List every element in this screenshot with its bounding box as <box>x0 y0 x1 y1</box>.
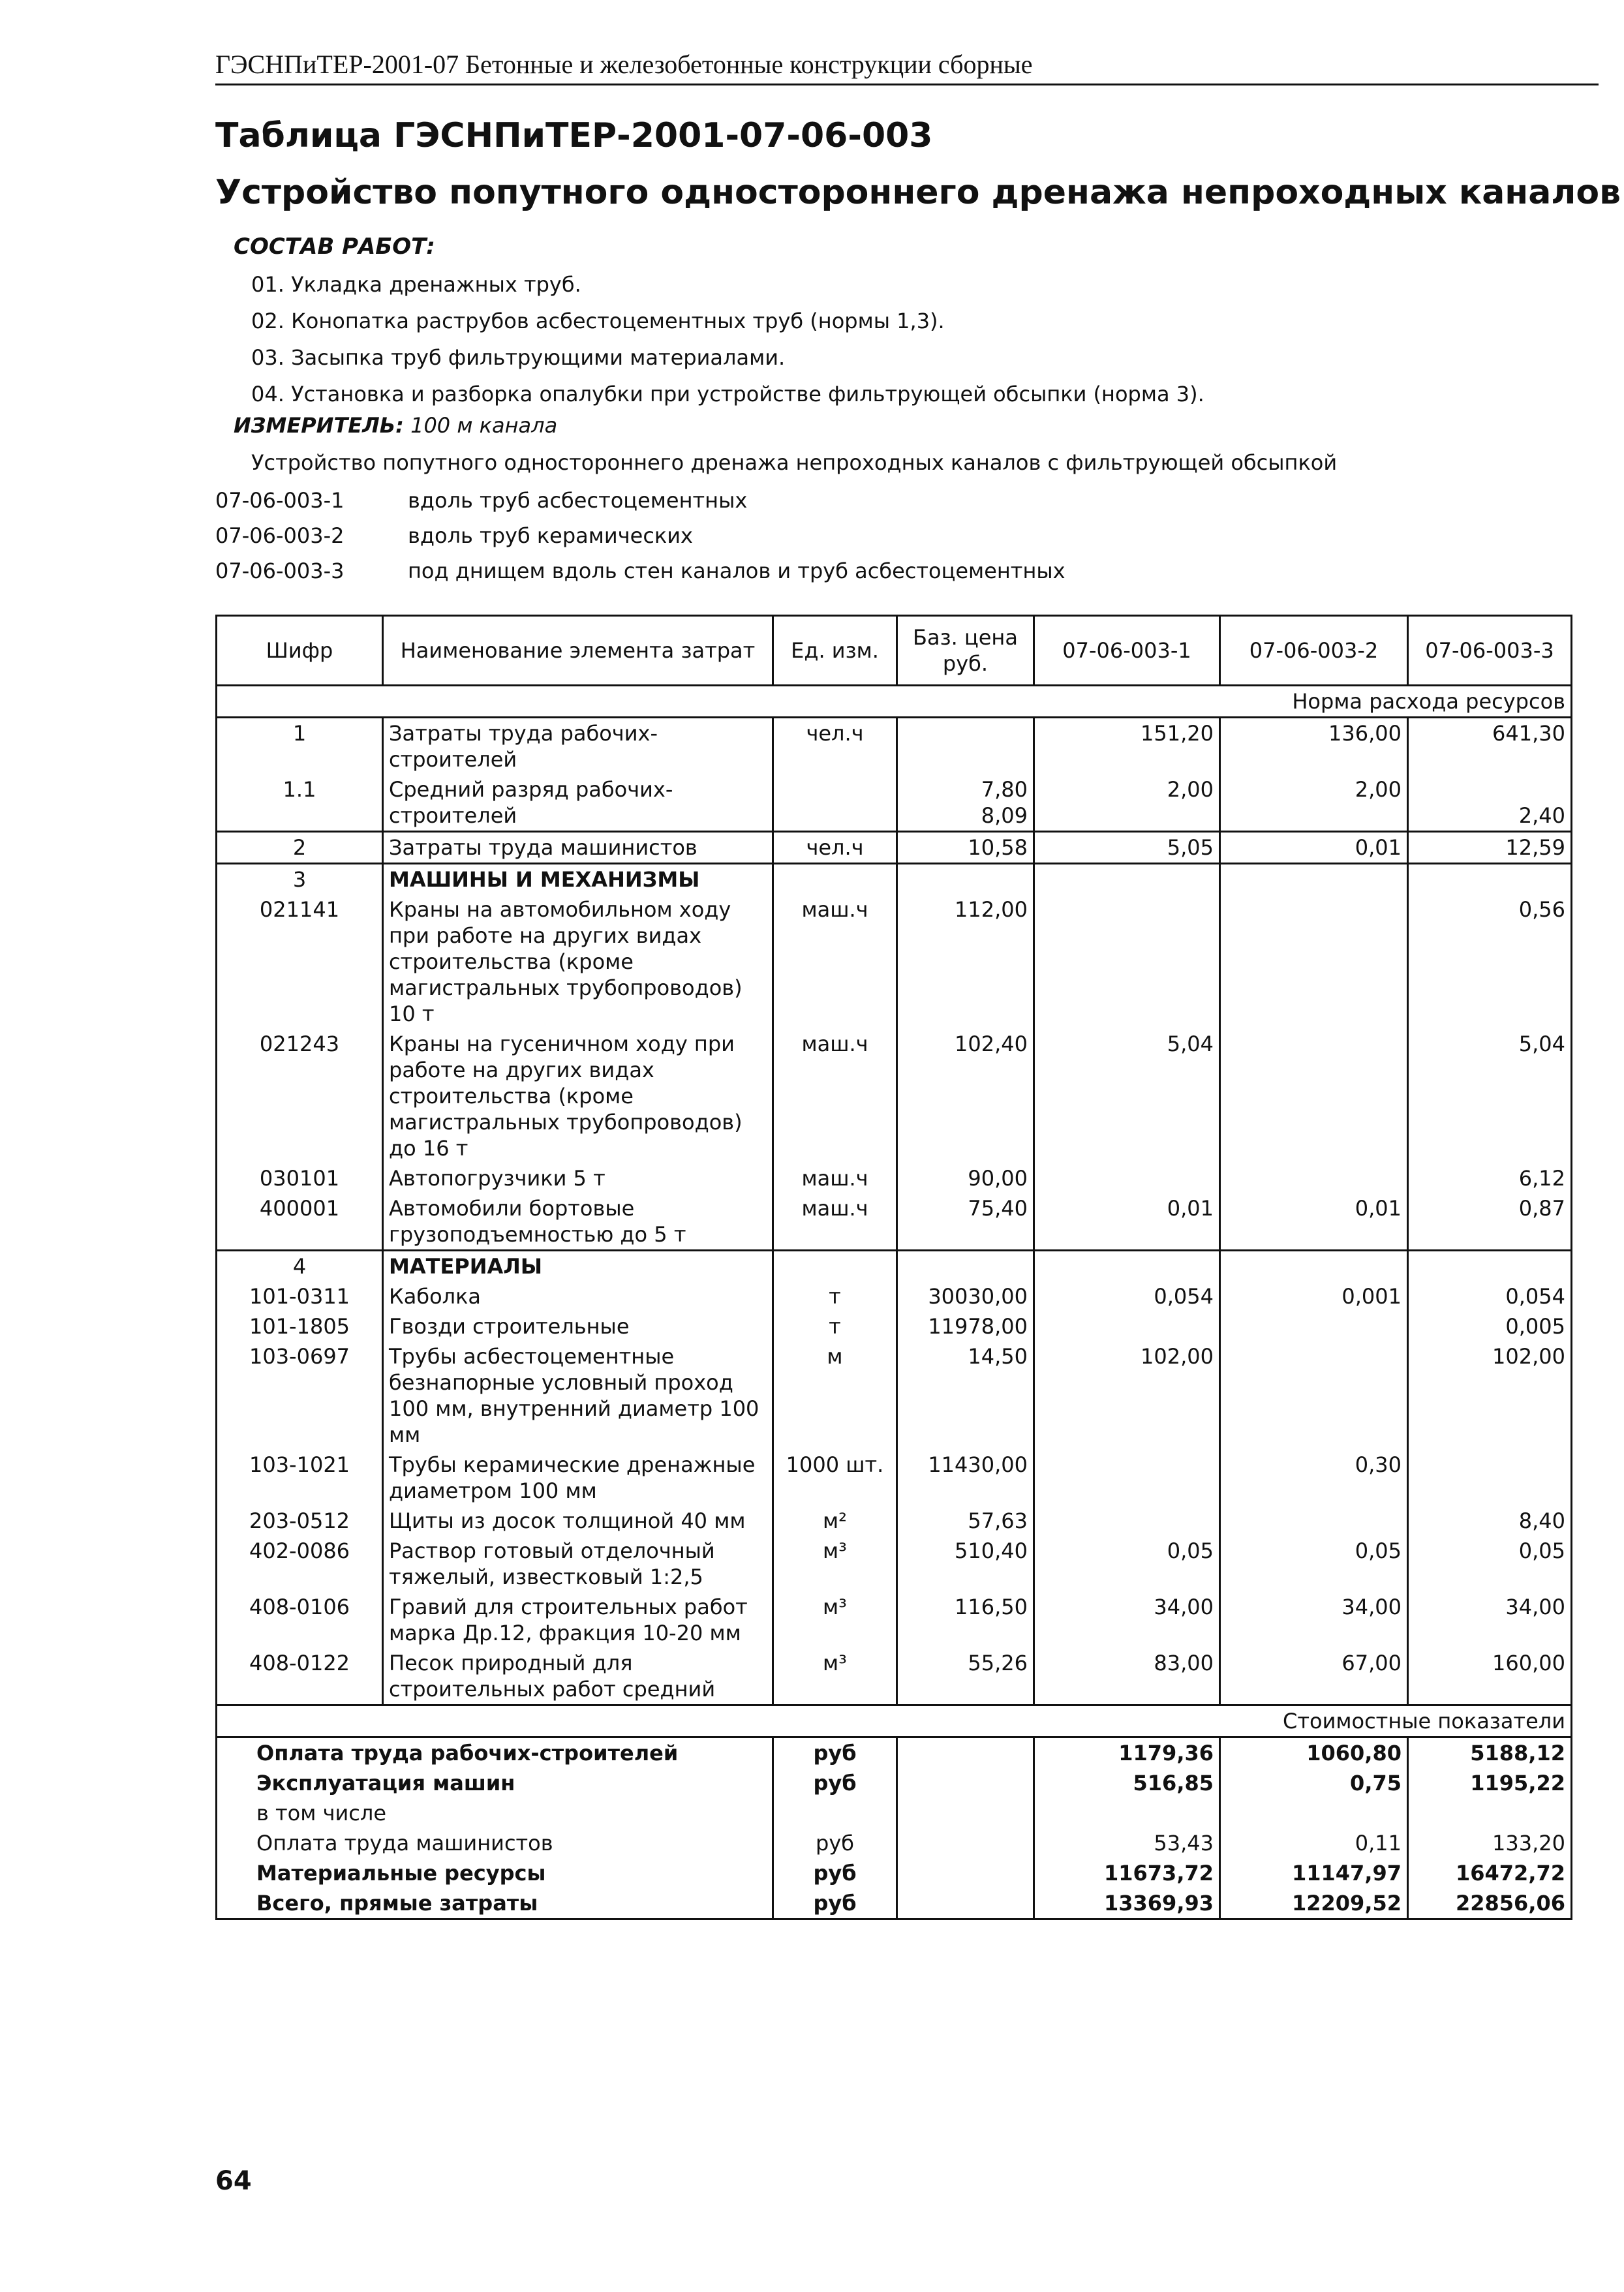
code-text: вдоль труб асбестоцементных <box>408 488 748 513</box>
row-unit: м³ <box>773 1536 897 1592</box>
row-value-3: 12,59 <box>1408 832 1572 864</box>
codes-list <box>215 483 1065 588</box>
row-value-2 <box>1220 864 1408 895</box>
cost-name: Эксплуатация машин <box>217 1768 773 1798</box>
row-code: 400001 <box>217 1193 383 1251</box>
cost-value-1: 1179,36 <box>1034 1737 1220 1769</box>
table-subtitle: Устройство попутного одностороннего дренажа непроходных каналов <box>215 173 1621 212</box>
row-value-2 <box>1220 1506 1408 1536</box>
cost-value-2: 0,75 <box>1220 1768 1408 1798</box>
row-unit: м³ <box>773 1648 897 1705</box>
operation-item: 01. Укладка дренажных труб. <box>251 272 581 297</box>
table-row <box>217 1592 1572 1648</box>
cost-row <box>217 1768 1572 1798</box>
row-name: Краны на гусеничном ходу при работе на других видах строительства (кроме магистральных трубопроводов) до 16 т <box>383 1029 773 1163</box>
code-row <box>215 518 1065 553</box>
running-header: ГЭСНПиТЕР-2001-07 Бетонные и железобетонные конструкции сборные <box>215 49 1599 85</box>
resource-table <box>215 615 1572 1920</box>
row-price <box>897 1251 1034 1282</box>
operations-list <box>251 266 1204 412</box>
row-code: 408-0106 <box>217 1592 383 1648</box>
table-row <box>217 1281 1572 1311</box>
row-value-2: 0,01 <box>1220 1193 1408 1251</box>
row-code: 402-0086 <box>217 1536 383 1592</box>
row-price: 75,40 <box>897 1193 1034 1251</box>
row-unit: маш.ч <box>773 1193 897 1251</box>
operation-item: 02. Конопатка раструбов асбестоцементных труб (нормы 1,3). <box>251 309 945 333</box>
row-value-3: 2,40 <box>1408 774 1572 832</box>
row-value-3 <box>1408 1450 1572 1506</box>
row-unit <box>773 864 897 895</box>
cost-unit <box>773 1798 897 1828</box>
row-value-3: 160,00 <box>1408 1648 1572 1705</box>
row-value-2 <box>1220 894 1408 1029</box>
row-value-2: 67,00 <box>1220 1648 1408 1705</box>
row-name: Средний разряд рабочих-строителей <box>383 774 773 832</box>
row-unit: маш.ч <box>773 894 897 1029</box>
cost-row <box>217 1737 1572 1769</box>
row-price: 510,40 <box>897 1536 1034 1592</box>
cost-value-3 <box>1408 1798 1572 1828</box>
row-price: 55,26 <box>897 1648 1034 1705</box>
row-price: 57,63 <box>897 1506 1034 1536</box>
header-col-2: 07-06-003-2 <box>1220 616 1408 686</box>
cost-name: Оплата труда машинистов <box>217 1828 773 1858</box>
row-price: 30030,00 <box>897 1281 1034 1311</box>
table-row <box>217 1341 1572 1450</box>
row-name: Затраты труда рабочих-строителей <box>383 718 773 775</box>
cost-value-1 <box>1034 1798 1220 1828</box>
row-unit <box>773 1251 897 1282</box>
table-row <box>217 864 1572 895</box>
row-name: Гравий для строительных работ марка Др.12, фракция 10-20 мм <box>383 1592 773 1648</box>
row-code: 021243 <box>217 1029 383 1163</box>
row-name: МАТЕРИАЛЫ <box>383 1251 773 1282</box>
row-value-2: 0,05 <box>1220 1536 1408 1592</box>
row-name: Щиты из досок толщиной 40 мм <box>383 1506 773 1536</box>
row-price: 11978,00 <box>897 1311 1034 1341</box>
row-price: 112,00 <box>897 894 1034 1029</box>
cost-value-3: 5188,12 <box>1408 1737 1572 1769</box>
row-value-3: 102,00 <box>1408 1341 1572 1450</box>
row-code: 103-1021 <box>217 1450 383 1506</box>
table-row <box>217 832 1572 864</box>
work-composition-label: СОСТАВ РАБОТ: <box>234 234 435 260</box>
row-value-3 <box>1408 1251 1572 1282</box>
row-value-3: 0,56 <box>1408 894 1572 1029</box>
table-row <box>217 718 1572 775</box>
cost-value-3: 1195,22 <box>1408 1768 1572 1798</box>
table-row <box>217 1450 1572 1506</box>
row-value-1 <box>1034 1311 1220 1341</box>
row-value-3: 8,40 <box>1408 1506 1572 1536</box>
cost-unit: руб <box>773 1888 897 1919</box>
row-value-2: 0,001 <box>1220 1281 1408 1311</box>
cost-price-empty <box>897 1798 1034 1828</box>
cost-value-2: 1060,80 <box>1220 1737 1408 1769</box>
row-value-2: 0,01 <box>1220 832 1408 864</box>
row-value-1: 151,20 <box>1034 718 1220 775</box>
row-value-1: 0,05 <box>1034 1536 1220 1592</box>
row-name: Каболка <box>383 1281 773 1311</box>
row-value-1: 0,01 <box>1034 1193 1220 1251</box>
row-value-1: 2,00 <box>1034 774 1220 832</box>
row-name: Песок природный для строительных работ средний <box>383 1648 773 1705</box>
row-code: 3 <box>217 864 383 895</box>
cost-value-2: 12209,52 <box>1220 1888 1408 1919</box>
cost-price-empty <box>897 1828 1034 1858</box>
row-value-2: 136,00 <box>1220 718 1408 775</box>
table-row <box>217 1648 1572 1705</box>
cost-band <box>217 1705 1572 1737</box>
row-value-1 <box>1034 894 1220 1029</box>
row-value-3: 0,054 <box>1408 1281 1572 1311</box>
row-code: 030101 <box>217 1163 383 1193</box>
row-name: Трубы керамические дренажные диаметром 100 мм <box>383 1450 773 1506</box>
cost-value-1: 11673,72 <box>1034 1858 1220 1888</box>
row-value-1: 5,05 <box>1034 832 1220 864</box>
row-code: 2 <box>217 832 383 864</box>
table-row <box>217 1193 1572 1251</box>
row-price: 11430,00 <box>897 1450 1034 1506</box>
table-row <box>217 1029 1572 1163</box>
row-value-3: 0,05 <box>1408 1536 1572 1592</box>
row-name: Краны на автомобильном ходу при работе на других видах строительства (кроме магистральных трубопроводов) 10 т <box>383 894 773 1029</box>
row-value-2: 34,00 <box>1220 1592 1408 1648</box>
row-name: Гвозди строительные <box>383 1311 773 1341</box>
header-price: Баз. цена руб. <box>897 616 1034 686</box>
code-id: 07-06-003-2 <box>215 523 345 548</box>
row-code: 1 <box>217 718 383 775</box>
table-row <box>217 1536 1572 1592</box>
measure-line <box>234 413 557 438</box>
cost-unit: руб <box>773 1737 897 1769</box>
page-number: 64 <box>215 2166 252 2196</box>
code-row <box>215 553 1065 588</box>
row-unit: чел.ч <box>773 718 897 775</box>
table-row <box>217 774 1572 832</box>
row-name: Автопогрузчики 5 т <box>383 1163 773 1193</box>
row-value-1: 102,00 <box>1034 1341 1220 1450</box>
row-unit: маш.ч <box>773 1029 897 1163</box>
row-unit: 1000 шт. <box>773 1450 897 1506</box>
row-price: 10,58 <box>897 832 1034 864</box>
header-shifr: Шифр <box>217 616 383 686</box>
row-name: Затраты труда машинистов <box>383 832 773 864</box>
row-price: 116,50 <box>897 1592 1034 1648</box>
row-value-1 <box>1034 864 1220 895</box>
row-value-1 <box>1034 1506 1220 1536</box>
code-row <box>215 483 1065 518</box>
measure-label: ИЗМЕРИТЕЛЬ: <box>234 413 404 438</box>
row-code: 021141 <box>217 894 383 1029</box>
cost-row <box>217 1858 1572 1888</box>
code-text: вдоль труб керамических <box>408 523 693 548</box>
row-value-3 <box>1408 864 1572 895</box>
row-code: 101-0311 <box>217 1281 383 1311</box>
row-code: 103-0697 <box>217 1341 383 1450</box>
cost-band-label: Стоимостные показатели <box>217 1705 1572 1737</box>
row-price <box>897 864 1034 895</box>
cost-row <box>217 1888 1572 1919</box>
cost-price-empty <box>897 1768 1034 1798</box>
code-id: 07-06-003-3 <box>215 558 345 583</box>
row-price <box>897 718 1034 775</box>
cost-value-3: 22856,06 <box>1408 1888 1572 1919</box>
row-value-2: 0,30 <box>1220 1450 1408 1506</box>
row-unit: м² <box>773 1506 897 1536</box>
row-name: Автомобили бортовые грузоподъемностью до 5 т <box>383 1193 773 1251</box>
table-row <box>217 1311 1572 1341</box>
row-value-3: 5,04 <box>1408 1029 1572 1163</box>
header-col-3: 07-06-003-3 <box>1408 616 1572 686</box>
row-value-2: 2,00 <box>1220 774 1408 832</box>
cost-value-1: 53,43 <box>1034 1828 1220 1858</box>
cost-value-3: 133,20 <box>1408 1828 1572 1858</box>
cost-value-2 <box>1220 1798 1408 1828</box>
header-name: Наименование элемента затрат <box>383 616 773 686</box>
operation-item: 03. Засыпка труб фильтрующими материалами. <box>251 345 786 370</box>
table-row <box>217 1251 1572 1282</box>
row-value-2 <box>1220 1029 1408 1163</box>
code-text: под днищем вдоль стен каналов и труб асбестоцементных <box>408 558 1065 583</box>
cost-value-3: 16472,72 <box>1408 1858 1572 1888</box>
table-row <box>217 1506 1572 1536</box>
row-value-1: 0,054 <box>1034 1281 1220 1311</box>
table-header-row <box>217 616 1572 686</box>
row-value-1 <box>1034 1251 1220 1282</box>
row-value-2 <box>1220 1251 1408 1282</box>
row-unit: м³ <box>773 1592 897 1648</box>
row-unit: маш.ч <box>773 1163 897 1193</box>
row-price: 90,00 <box>897 1163 1034 1193</box>
cost-value-1: 13369,93 <box>1034 1888 1220 1919</box>
row-price: 14,50 <box>897 1341 1034 1450</box>
row-price: 7,80 8,09 <box>897 774 1034 832</box>
operation-item: 04. Установка и разборка опалубки при устройстве фильтрующей обсыпки (норма 3). <box>251 382 1204 406</box>
cost-name: Всего, прямые затраты <box>217 1888 773 1919</box>
row-unit: м <box>773 1341 897 1450</box>
table-row <box>217 1163 1572 1193</box>
cost-price-empty <box>897 1888 1034 1919</box>
cost-name: Материальные ресурсы <box>217 1858 773 1888</box>
cost-name: в том числе <box>217 1798 773 1828</box>
cost-value-2: 11147,97 <box>1220 1858 1408 1888</box>
row-value-1 <box>1034 1450 1220 1506</box>
row-value-1: 5,04 <box>1034 1029 1220 1163</box>
row-code: 203-0512 <box>217 1506 383 1536</box>
cost-price-empty <box>897 1858 1034 1888</box>
row-unit <box>773 774 897 832</box>
row-name: Раствор готовый отделочный тяжелый, известковый 1:2,5 <box>383 1536 773 1592</box>
row-value-3: 0,005 <box>1408 1311 1572 1341</box>
row-code: 408-0122 <box>217 1648 383 1705</box>
norm-band <box>217 686 1572 718</box>
row-value-2 <box>1220 1163 1408 1193</box>
table-row <box>217 894 1572 1029</box>
row-value-1 <box>1034 1163 1220 1193</box>
work-description: Устройство попутного одностороннего дренажа непроходных каналов с фильтрующей обсыпкой <box>251 450 1338 475</box>
row-value-3: 6,12 <box>1408 1163 1572 1193</box>
cost-unit: руб <box>773 1768 897 1798</box>
cost-value-1: 516,85 <box>1034 1768 1220 1798</box>
row-value-2 <box>1220 1311 1408 1341</box>
row-unit: чел.ч <box>773 832 897 864</box>
measure-value: 100 м канала <box>410 413 558 438</box>
header-unit: Ед. изм. <box>773 616 897 686</box>
row-name: МАШИНЫ И МЕХАНИЗМЫ <box>383 864 773 895</box>
cost-name: Оплата труда рабочих-строителей <box>217 1737 773 1769</box>
cost-price-empty <box>897 1737 1034 1769</box>
cost-unit: руб <box>773 1858 897 1888</box>
cost-row <box>217 1798 1572 1828</box>
row-unit: т <box>773 1311 897 1341</box>
row-value-3: 0,87 <box>1408 1193 1572 1251</box>
row-name: Трубы асбестоцементные безнапорные условный проход 100 мм, внутренний диаметр 100 мм <box>383 1341 773 1450</box>
cost-value-2: 0,11 <box>1220 1828 1408 1858</box>
row-value-3: 34,00 <box>1408 1592 1572 1648</box>
header-col-1: 07-06-003-1 <box>1034 616 1220 686</box>
row-code: 4 <box>217 1251 383 1282</box>
cost-unit: руб <box>773 1828 897 1858</box>
norm-band-label: Норма расхода ресурсов <box>217 686 1572 718</box>
cost-row <box>217 1828 1572 1858</box>
row-price: 102,40 <box>897 1029 1034 1163</box>
row-code: 101-1805 <box>217 1311 383 1341</box>
row-value-3: 641,30 <box>1408 718 1572 775</box>
row-value-1: 83,00 <box>1034 1648 1220 1705</box>
row-unit: т <box>773 1281 897 1311</box>
code-id: 07-06-003-1 <box>215 488 345 513</box>
row-value-2 <box>1220 1341 1408 1450</box>
table-title: Таблица ГЭСНПиТЕР-2001-07-06-003 <box>215 116 933 155</box>
row-code: 1.1 <box>217 774 383 832</box>
row-value-1: 34,00 <box>1034 1592 1220 1648</box>
